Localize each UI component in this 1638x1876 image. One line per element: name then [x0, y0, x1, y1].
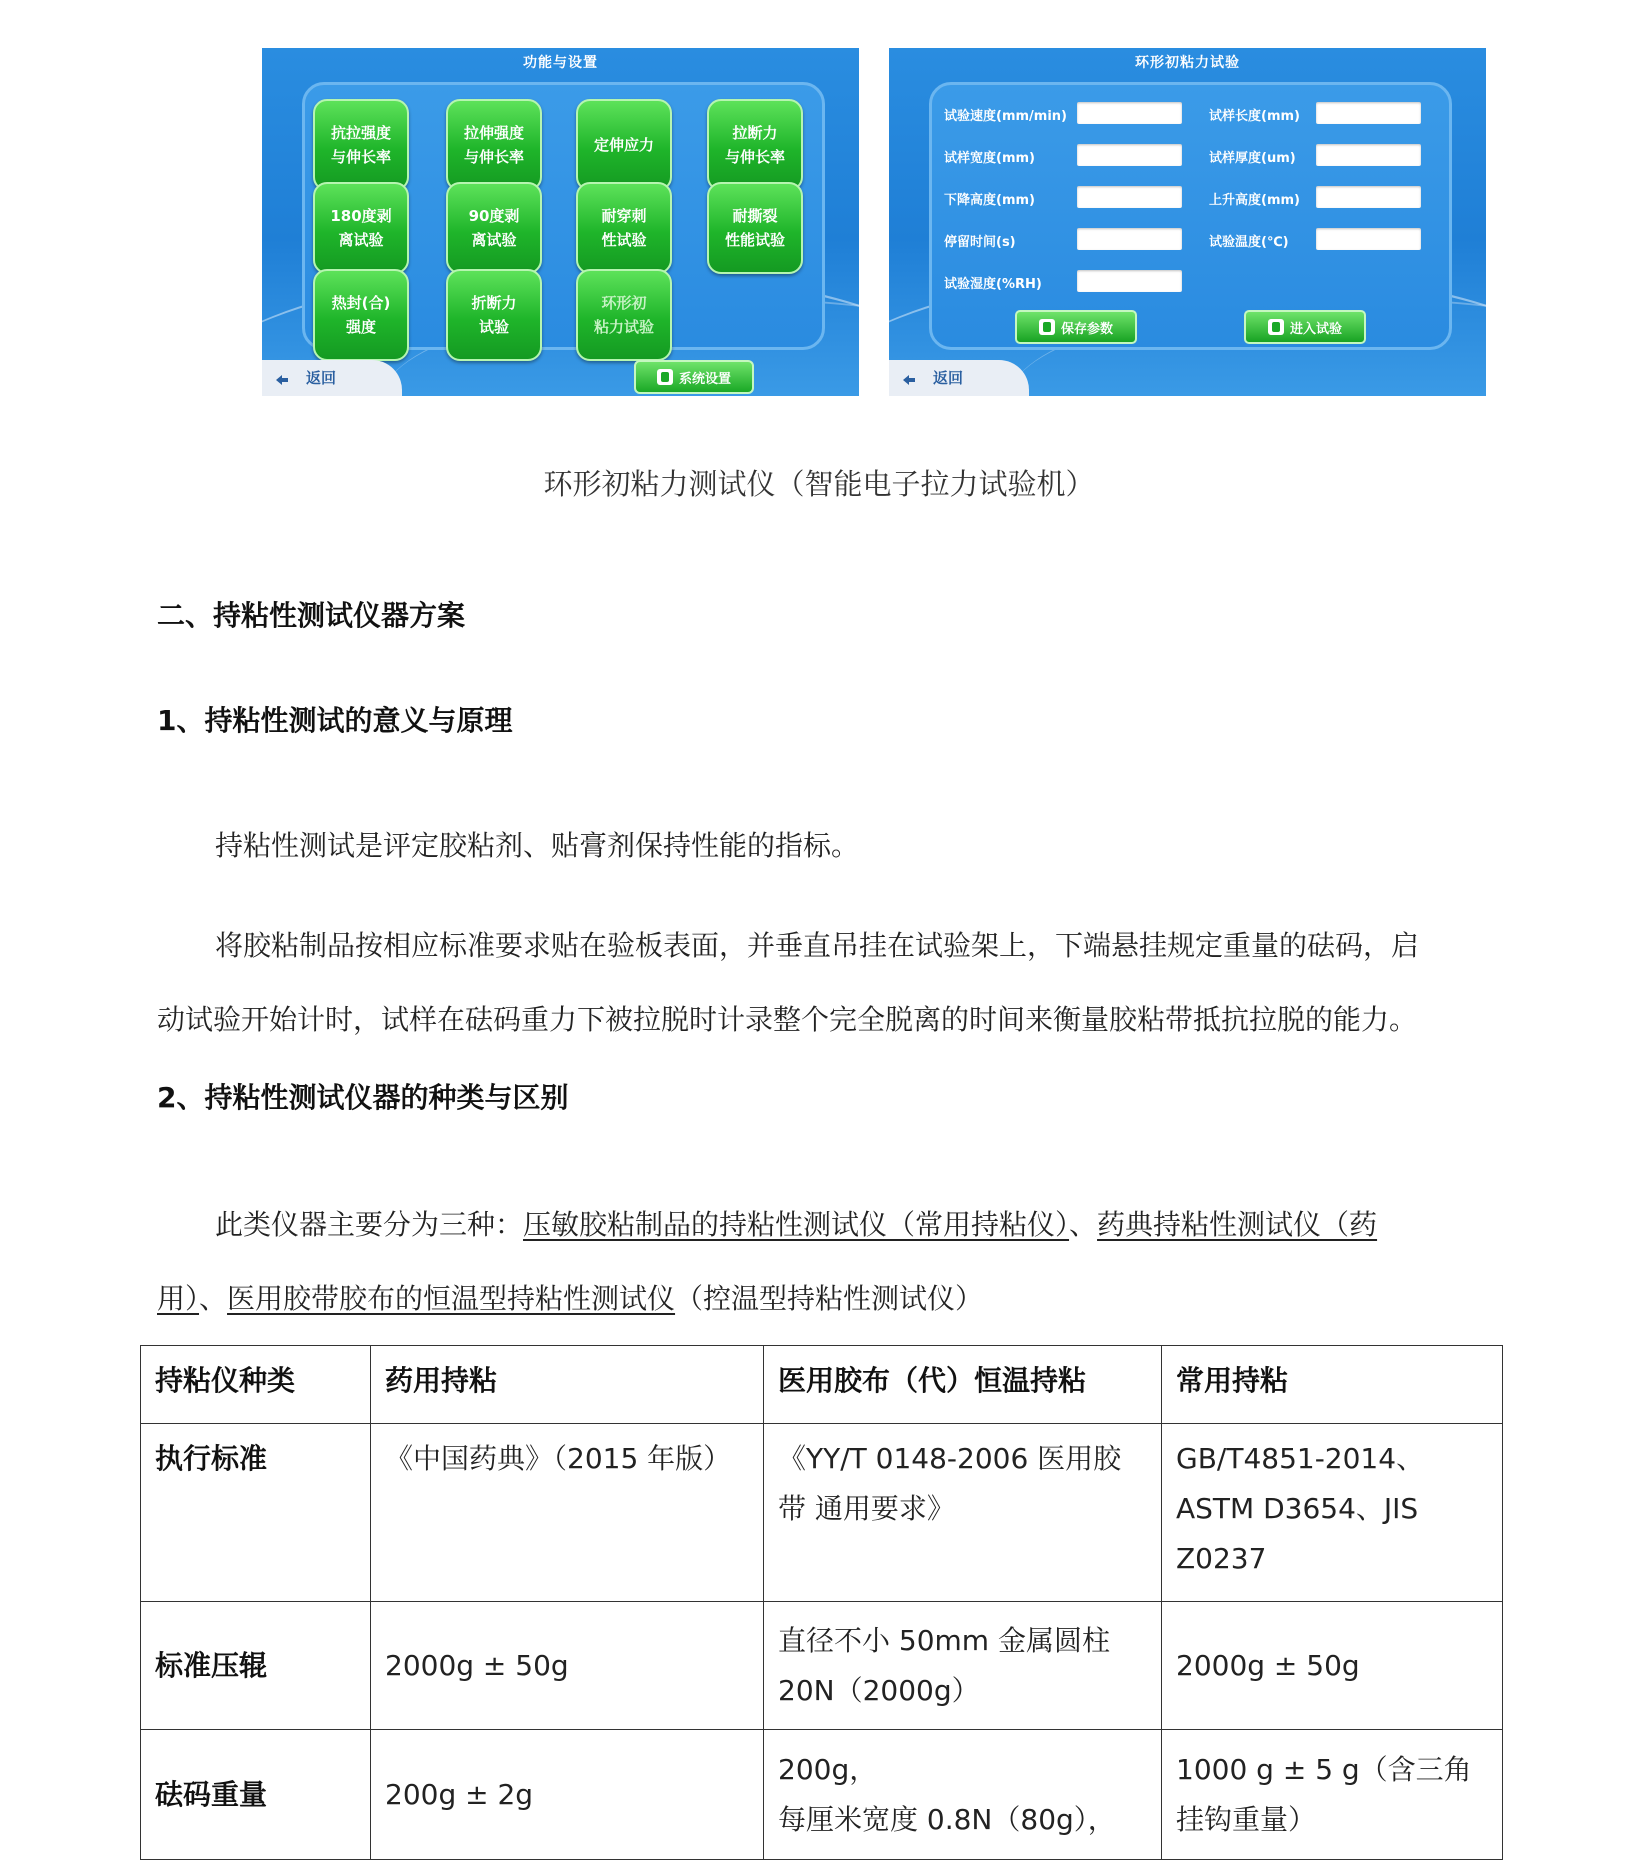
save-icon: [1039, 319, 1055, 335]
subsection-title: 2、持粘性测试仪器的种类与区别: [157, 1081, 569, 1114]
enter-test-button[interactable]: [1244, 310, 1366, 344]
param-label: 试样长度(mm): [1209, 109, 1300, 124]
function-button[interactable]: 耐穿刺 性试验: [576, 182, 672, 274]
paragraph: 动试验开始计时，试样在砝码重力下被拉脱时计录整个完全脱离的时间来衡量胶粘带抵抗拉脱的能力。: [157, 1003, 1418, 1036]
param-label: 试验温度(℃): [1209, 235, 1289, 250]
param-input[interactable]: [1077, 186, 1182, 208]
function-button[interactable]: 180度剥 离试验: [313, 182, 409, 274]
cell-line: 每厘米宽度 0.8N（80g），: [778, 1802, 1116, 1836]
instrument-link[interactable]: 压敏胶粘制品的持粘性测试仪（常用持粘仪）: [523, 1208, 1070, 1241]
cell-line: 200g，: [778, 1752, 878, 1786]
param-label: 试样厚度(um): [1209, 151, 1296, 166]
param-input[interactable]: [1316, 228, 1421, 250]
paragraph: [215, 1203, 1377, 1243]
param-label: 停留时间(s): [944, 235, 1016, 250]
param-input[interactable]: [1077, 270, 1182, 292]
param-label: 试验速度(mm/min): [944, 109, 1067, 124]
comparison-table: [140, 1345, 1503, 1860]
table-cell: 《中国药典》（2015 年版）: [371, 1424, 764, 1602]
header-cell: 常用持粘: [1162, 1346, 1503, 1424]
function-settings-screenshot: [262, 48, 859, 396]
enter-test-label: 进入试验: [1289, 321, 1342, 337]
table-cell: 直径不小 50mm 金属圆柱 20N（2000g）: [764, 1602, 1162, 1730]
instrument-link[interactable]: 药典持粘性测试仪（药: [1097, 1208, 1378, 1241]
table-row: [141, 1730, 1503, 1860]
row-label: 砝码重量: [141, 1730, 371, 1860]
function-button[interactable]: 定伸应力: [576, 99, 672, 191]
instrument-link[interactable]: 医用胶带胶布的恒温型持粘性测试仪: [227, 1282, 676, 1315]
table-row: [141, 1424, 1503, 1602]
save-params-button[interactable]: [1015, 310, 1137, 344]
table-row: [141, 1602, 1503, 1730]
table-cell: 《YY/T 0148-2006 医用胶带 通用要求》: [764, 1424, 1162, 1602]
paragraph: 将胶粘制品按相应标准要求贴在验板表面，并垂直吊挂在试验架上，下端悬挂规定重量的砝码，启: [215, 929, 1420, 962]
function-button[interactable]: 拉断力 与伸长率: [707, 99, 803, 191]
function-button[interactable]: 抗拉强度 与伸长率: [313, 99, 409, 191]
function-button[interactable]: 热封(合) 强度: [313, 269, 409, 361]
system-settings-label: 系统设置: [678, 371, 731, 387]
separator: 、: [199, 1282, 228, 1315]
table-cell: 200g ± 2g: [371, 1730, 764, 1860]
figure-caption: 环形初粘力测试仪（智能电子拉力试验机）: [543, 467, 1095, 501]
header-cell: 药用持粘: [371, 1346, 764, 1424]
param-input[interactable]: [1316, 144, 1421, 166]
table-cell: 2000g ± 50g: [1162, 1602, 1503, 1730]
paragraph-text: （控温型持粘性测试仪）: [675, 1282, 984, 1315]
row-label: 执行标准: [141, 1424, 371, 1602]
param-input[interactable]: [1316, 102, 1421, 124]
panel-title: 功能与设置: [523, 55, 598, 71]
param-input[interactable]: [1316, 186, 1421, 208]
param-input[interactable]: [1077, 144, 1182, 166]
paragraph-text: 此类仪器主要分为三种：: [215, 1208, 524, 1241]
back-label: 返回: [933, 369, 964, 387]
param-input[interactable]: [1077, 228, 1182, 250]
loop-tack-test-screenshot: [889, 48, 1486, 396]
save-params-label: 保存参数: [1060, 321, 1113, 337]
function-button[interactable]: 90度剥 离试验: [446, 182, 542, 274]
header-cell: 持粘仪种类: [141, 1346, 371, 1424]
function-button[interactable]: 折断力 试验: [446, 269, 542, 361]
back-arrow-icon: [274, 372, 290, 388]
back-label: 返回: [306, 369, 337, 387]
back-bar[interactable]: [262, 360, 402, 396]
param-label: 试验湿度(%RH): [944, 277, 1042, 292]
function-button[interactable]: 耐撕裂 性能试验: [707, 182, 803, 274]
section-title: 二、持粘性测试仪器方案: [157, 599, 466, 632]
table-cell: GB/T4851-2014、ASTM D3654、JIS Z0237: [1162, 1424, 1503, 1602]
settings-icon: [1268, 319, 1284, 335]
param-input[interactable]: [1077, 102, 1182, 124]
table-cell: [764, 1730, 1162, 1860]
function-button[interactable]: 环形初 粘力试验: [576, 269, 672, 361]
system-settings-button[interactable]: [634, 360, 754, 394]
settings-icon: [657, 369, 673, 385]
table-header-row: [141, 1346, 1503, 1424]
function-button[interactable]: 拉伸强度 与伸长率: [446, 99, 542, 191]
param-label: 上升高度(mm): [1209, 193, 1300, 208]
back-bar[interactable]: [889, 360, 1029, 396]
back-arrow-icon: [901, 372, 917, 388]
param-label: 试样宽度(mm): [944, 151, 1035, 166]
paragraph: [157, 1277, 983, 1317]
subsection-title: 1、持粘性测试的意义与原理: [157, 704, 513, 737]
panel-title: 环形初粘力试验: [1135, 55, 1240, 71]
row-label: 标准压辊: [141, 1602, 371, 1730]
paragraph: 持粘性测试是评定胶粘剂、贴膏剂保持性能的指标。: [215, 829, 860, 862]
table-cell: 2000g ± 50g: [371, 1602, 764, 1730]
param-label: 下降高度(mm): [944, 193, 1035, 208]
header-cell: 医用胶布（代）恒温持粘: [764, 1346, 1162, 1424]
table-cell: 1000 g ± 5 g（含三角挂钩重量）: [1162, 1730, 1503, 1860]
separator: 、: [1069, 1208, 1098, 1241]
instrument-link[interactable]: 用）: [157, 1282, 200, 1315]
